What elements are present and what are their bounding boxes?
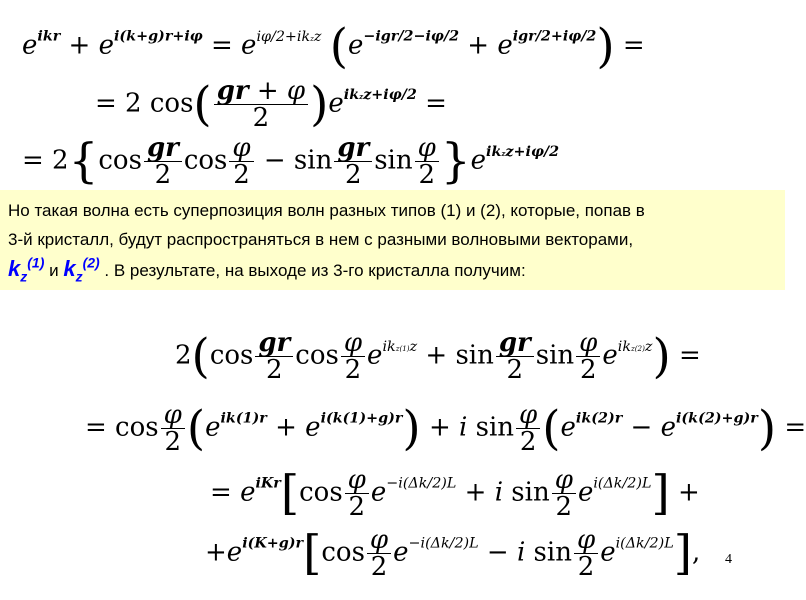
equation-2: = 2 cos( $\frac{gr + \varphi}{2}$ )$e^{ikzz+i\varphi/2}$ = xyxy=(95,76,447,133)
note-line-2: 3-й кристалл, будут распространяться в нем с разными волновыми векторами, xyxy=(8,230,634,249)
page-number: 4 xyxy=(725,552,732,567)
wavevector-k1: $k_z^{(1)}$ xyxy=(8,254,45,285)
note-line-1: Но такая волна есть суперпозиция волн разных типов (1) и (2), которые, попав в xyxy=(8,201,645,220)
equation-1: $e^{ikr} + e^{i(k+g)r+i\varphi} = e^{i\varphi/2+ikzz}$ $(e^{-igr/2-i\varphi/2} + e^{igr/2+i\varphi/2})$ = xyxy=(22,20,645,74)
explanation-note xyxy=(0,190,785,290)
equation-4: 2(cos $\frac{gr}{2}$ cos $\frac{\varphi}{2}$ $e^{ikz(1)z} + \sin$ $\frac{gr}{2}$ sin $\frac{\varphi}{2}$ $e^{ikz(2)z}$) = xyxy=(175,328,701,385)
wavevector-k2: $k_z^{(2)}$ xyxy=(63,254,100,285)
note-line-3: $k_z^{(1)}$ и $k_z^{(2)}$ . В результате, на выходе из 3-го кристалла получим: xyxy=(8,254,526,285)
equation-3: = 2{cos $\frac{gr}{2}$ cos $\frac{\varphi}{2}$ − sin $\frac{gr}{2}$ sin $\frac{\varphi}{2}$ }$e^{ikzz+i\varphi/2}$ xyxy=(22,133,560,190)
equation-5: = cos $\frac{\varphi}{2}$ $(e^{ik(1)r} + e^{i(k(1)+g)r}) + i$ sin $\frac{\varphi}{2}$ $(e^{ik(2)r} - e^{i(k(2)+g)r})$ = xyxy=(85,400,806,457)
equation-6: = $e^{iKr}[\cos$ $\frac{\varphi}{2}$ $e^{-i(\Delta k/2)L} + i$ sin $\frac{\varphi}{2}$ $e^{i(\Delta k/2)L}$] + xyxy=(210,465,700,522)
equation-7: $+e^{i(K+g)r}[\cos$ $\frac{\varphi}{2}$ $e^{-i(\Delta k/2)L} - i$ sin $\frac{\varphi}{2}$ $e^{i(\Delta k/2)L}$], xyxy=(205,525,701,582)
